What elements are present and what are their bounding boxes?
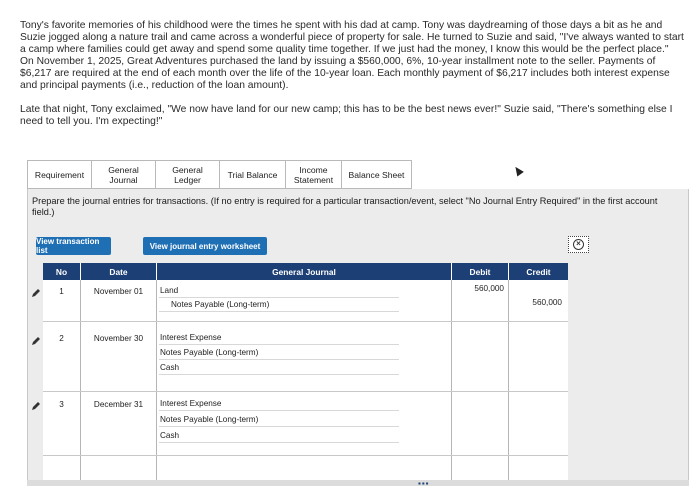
account-name: Interest Expense: [160, 333, 222, 342]
view-journal-worksheet-button[interactable]: View journal entry worksheet: [143, 237, 267, 255]
account-name: Land: [160, 286, 179, 295]
close-circle-icon: ×: [573, 239, 584, 250]
row-divider: [43, 391, 568, 392]
cursor-arrow-icon: [512, 165, 524, 177]
account-name: Cash: [160, 431, 180, 440]
header-date: Date: [81, 263, 156, 280]
entry-date: December 31: [93, 400, 144, 409]
header-general-journal: General Journal: [157, 263, 451, 280]
problem-statement: [20, 20, 685, 140]
close-button[interactable]: [568, 236, 589, 253]
account-name: Interest Expense: [160, 399, 222, 408]
tab-general-ledger[interactable]: General Ledger: [156, 161, 220, 188]
pencil-icon[interactable]: [31, 288, 41, 298]
tab-balance-sheet[interactable]: Balance Sheet: [348, 169, 405, 180]
credit-amount[interactable]: 560,000: [532, 298, 562, 307]
account-name: Notes Payable (Long-term): [160, 348, 259, 357]
account-name: Notes Payable (Long-term): [160, 415, 259, 424]
account-name: Notes Payable (Long-term): [171, 300, 270, 309]
horizontal-scrollbar[interactable]: [27, 480, 689, 486]
general-journal-table: [43, 263, 568, 486]
entry-date: November 01: [93, 287, 144, 296]
debit-amount[interactable]: 560,000: [474, 284, 504, 293]
row-divider: [43, 455, 568, 456]
story-paragraph-1: Tony's favorite memories of his childhood were the times he spent with his dad at camp. Tony was daydreaming of those days a bit as he and Suzie jogged along a nature trail and came across a wonderful piece of property for sale. He turned to Suzie and said, "I've always wanted to start a camp where families could get away and spend some quality time together. If we just had the money, I know this would be the perfect place." On November 1, 2025, Great Adventures purchased the land by issuing a $560,000, 6%, 10-year installment note to the seller. Payments of $6,217 are required at the end of each month over the life of the 10-year loan. Each monthly payment of $6,217 includes both interest expense and principal payments (i.e., reduction of the loan amount).: [20, 20, 684, 91]
view-transaction-list-button[interactable]: View transaction list: [36, 237, 111, 255]
story-paragraph-2: Late that night, Tony exclaimed, "We now have land for our new camp; this has to be the best news ever!" Suzie said, "There's something else I need to tell you. I'm expecting!": [20, 104, 673, 127]
entry-number: 1: [59, 287, 64, 296]
account-name: Cash: [160, 363, 180, 372]
row-divider: [43, 321, 568, 322]
tab-trial-balance[interactable]: Trial Balance: [220, 161, 286, 188]
requirement-tabs: [27, 160, 412, 189]
pencil-icon[interactable]: [31, 401, 41, 411]
header-debit: Debit: [452, 263, 508, 280]
entry-number: 3: [59, 400, 64, 409]
tab-requirement[interactable]: Requirement: [28, 161, 92, 188]
entry-number: 2: [59, 334, 64, 343]
tab-general-journal[interactable]: General Journal: [92, 161, 156, 188]
entry-date: November 30: [93, 334, 144, 343]
tab-income-statement[interactable]: Income Statement: [286, 161, 342, 188]
header-credit: Credit: [509, 263, 568, 280]
header-no: No: [43, 263, 80, 280]
ellipsis-icon[interactable]: ▪▪▪: [418, 479, 430, 486]
pencil-icon[interactable]: [31, 336, 41, 346]
instructions: Prepare the journal entries for transactions. (If no entry is required for a particular transaction/event, select "No Journal Entry Required" in the first account field.): [32, 196, 658, 217]
